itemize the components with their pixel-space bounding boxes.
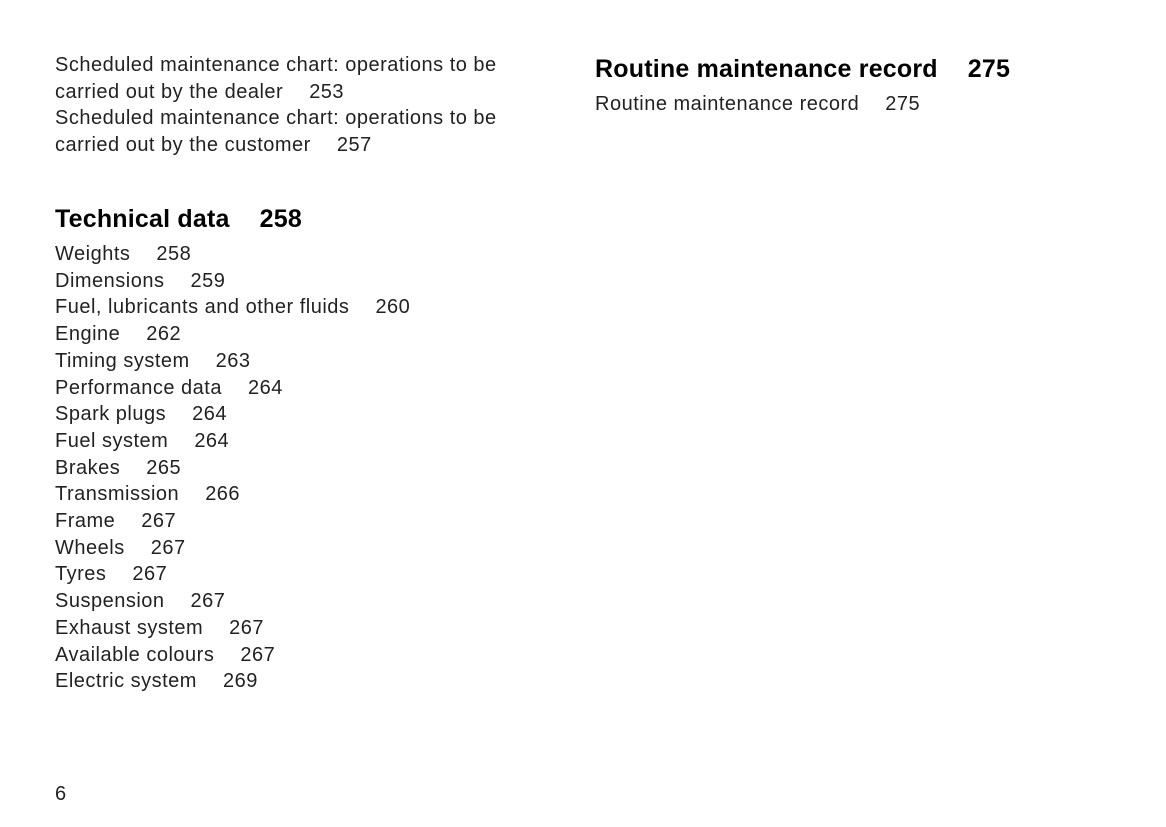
- toc-entry-page: 262: [146, 323, 182, 346]
- toc-entry: [55, 428, 555, 455]
- toc-entry: [55, 401, 555, 428]
- toc-entry-page: 258: [156, 243, 192, 265]
- toc-entry: [55, 481, 555, 508]
- toc-entry: [55, 241, 555, 268]
- section-title-page: 258: [259, 205, 302, 233]
- toc-entry-label: Spark plugs: [55, 403, 167, 426]
- toc-routine-list: [595, 91, 1115, 118]
- toc-entry: [595, 91, 1115, 118]
- toc-entry-label: Available colours: [55, 643, 215, 666]
- section-title-page: 275: [967, 55, 1011, 83]
- toc-entry-page: 267: [150, 536, 186, 559]
- toc-entry-label: Scheduled maintenance chart: operations to be carried out by the customer: [55, 107, 497, 157]
- section-title-label: Technical data: [55, 205, 230, 233]
- toc-entry: [55, 642, 555, 669]
- toc-entry: [55, 348, 555, 375]
- toc-entry: [55, 535, 555, 562]
- toc-entry-page: 260: [375, 296, 411, 319]
- toc-intro-list: [55, 52, 545, 159]
- section-title-label: Routine maintenance record: [595, 55, 938, 83]
- toc-entry-page: 264: [247, 376, 283, 399]
- toc-entry-page: 275: [885, 93, 921, 115]
- toc-entry-page: 267: [229, 616, 265, 639]
- toc-entry-label: Scheduled maintenance chart: operations to be carried out by the dealer: [55, 54, 497, 103]
- toc-intro-block: [55, 52, 545, 159]
- toc-entry-label: Fuel, lubricants and other fluids: [55, 296, 350, 319]
- toc-entry-page: 257: [336, 134, 372, 157]
- toc-entry: [55, 455, 555, 482]
- toc-entry-page: 264: [192, 403, 227, 426]
- toc-entry-label: Engine: [55, 323, 121, 346]
- toc-entry-label: Brakes: [55, 456, 121, 479]
- toc-entry-label: Transmission: [55, 483, 180, 506]
- toc-entry-label: Performance data: [55, 376, 222, 399]
- toc-entry-page: 269: [222, 670, 258, 693]
- toc-entry-page: 267: [132, 563, 168, 586]
- toc-entry: [55, 268, 555, 295]
- toc-entry-page: 253: [309, 80, 345, 103]
- toc-entry: [55, 294, 555, 321]
- toc-entry-label: Routine maintenance record: [595, 93, 860, 115]
- toc-technical-list: [55, 241, 555, 695]
- toc-entry-page: 264: [194, 429, 230, 452]
- toc-entry: [55, 52, 545, 105]
- toc-entry-page: 266: [205, 483, 241, 506]
- toc-entry: [55, 105, 545, 158]
- section-title-technical-data: [55, 204, 555, 234]
- toc-entry-label: Wheels: [55, 536, 125, 559]
- toc-section-technical-data: [55, 204, 555, 695]
- toc-entry-label: Fuel system: [55, 429, 169, 452]
- toc-entry-label: Dimensions: [55, 269, 165, 292]
- toc-entry-page: 265: [146, 456, 182, 479]
- toc-entry-label: Timing system: [55, 349, 190, 372]
- toc-entry-label: Frame: [55, 510, 116, 533]
- toc-entry-label: Exhaust system: [55, 616, 204, 639]
- toc-entry-page: 263: [215, 349, 251, 372]
- toc-entry-page: 259: [190, 269, 226, 292]
- toc-entry: [55, 375, 555, 402]
- toc-entry: [55, 321, 555, 348]
- toc-entry-label: Tyres: [55, 563, 107, 586]
- toc-entry: [55, 561, 555, 588]
- toc-entry: [55, 588, 555, 615]
- toc-section-routine-maintenance: [595, 54, 1115, 118]
- toc-entry: [55, 508, 555, 535]
- toc-entry-page: 267: [141, 510, 177, 533]
- toc-entry-label: Electric system: [55, 670, 197, 693]
- toc-entry-page: 267: [240, 643, 276, 666]
- toc-entry-label: Weights: [55, 243, 131, 265]
- toc-entry-page: 267: [190, 590, 226, 613]
- toc-entry: [55, 668, 555, 695]
- toc-entry: [55, 615, 555, 642]
- page-number: 6: [55, 783, 67, 805]
- section-title-routine-maintenance: [595, 54, 1115, 84]
- toc-entry-label: Suspension: [55, 590, 165, 613]
